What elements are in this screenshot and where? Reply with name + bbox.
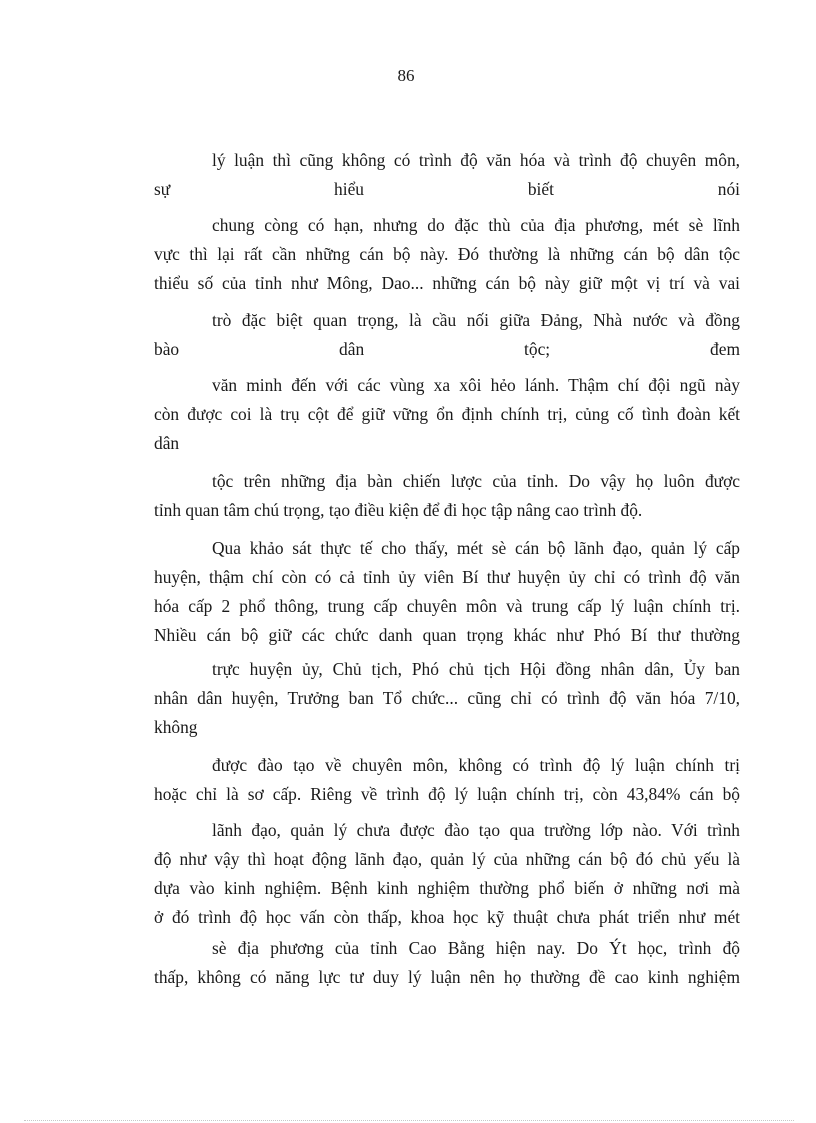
paragraph xyxy=(154,371,740,458)
paragraph xyxy=(154,934,740,992)
text-line: Qua khảo sát thực tế cho thấy, mét sè cán bộ lãnh đạo, quản lý cấp xyxy=(212,538,740,558)
text-line: ở đó trình độ học vấn còn thấp, khoa học kỹ thuật chưa phát triển như mét xyxy=(154,907,740,927)
text-line: độ như vậy thì hoạt động lãnh đạo, quản lý của những cán bộ đó chủ yếu là xyxy=(154,849,740,869)
text-line: được đào tạo về chuyên môn, không có trình độ lý luận chính trị xyxy=(212,755,740,775)
text-line: tộc trên những địa bàn chiến lược của tỉnh. Do vậy họ luôn được xyxy=(212,471,740,491)
text-line: trực huyện ủy, Chủ tịch, Phó chủ tịch Hội đồng nhân dân, Ủy ban xyxy=(212,659,740,679)
text-line: huyện, thậm chí còn có cả tỉnh ủy viên Bí thư huyện ủy chỉ có trình độ văn xyxy=(154,567,740,587)
paragraph xyxy=(154,655,740,742)
text-line: hóa cấp 2 phổ thông, trung cấp chuyên môn và trung cấp lý luận chính trị. xyxy=(154,596,740,616)
text-line: tỉnh quan tâm chú trọng, tạo điều kiện để đi học tập nâng cao trình độ. xyxy=(154,500,643,520)
paragraph xyxy=(154,467,740,525)
text-line: chung còng có hạn, nhưng do đặc thù của địa phương, mét sè lĩnh xyxy=(212,215,740,235)
text-line: nhân dân huyện, Trưởng ban Tổ chức... cũng chỉ có trình độ văn hóa 7/10, xyxy=(154,688,740,708)
page-bottom-rule xyxy=(24,1120,794,1121)
text-line: trò đặc biệt quan trọng, là cầu nối giữa Đảng, Nhà nước và đồng xyxy=(212,310,740,330)
text-line: thiểu số của tỉnh như Mông, Dao... những cán bộ này giữ một vị trí và vai xyxy=(154,273,740,293)
paragraph xyxy=(154,751,740,809)
text-line: sự hiểu biết nói xyxy=(154,179,740,199)
paragraph xyxy=(154,306,740,364)
text-line: vực thì lại rất cần những cán bộ này. Đó thường là những cán bộ dân tộc xyxy=(154,244,740,264)
text-line: văn minh đến với các vùng xa xôi hẻo lánh. Thậm chí đội ngũ này xyxy=(212,375,740,395)
text-line: hoặc chỉ là sơ cấp. Riêng về trình độ lý luận chính trị, còn 43,84% cán bộ xyxy=(154,784,740,804)
text-line: lý luận thì cũng không có trình độ văn hóa và trình độ chuyên môn, xyxy=(212,150,740,170)
paragraph xyxy=(154,211,740,298)
text-line: thấp, không có năng lực tư duy lý luận nên họ thường đề cao kinh nghiệm xyxy=(154,967,740,987)
text-line: Nhiều cán bộ giữ các chức danh quan trọng khác như Phó Bí thư thường xyxy=(154,625,740,645)
text-line: dựa vào kinh nghiệm. Bệnh kinh nghiệm thường phổ biến ở những nơi mà xyxy=(154,878,740,898)
text-line: không xyxy=(154,717,198,737)
paragraph xyxy=(154,146,740,204)
text-line: dân xyxy=(154,433,180,453)
page-number: 86 xyxy=(397,66,415,85)
text-line: sè địa phương của tỉnh Cao Bằng hiện nay. Do Ýt học, trình độ xyxy=(212,938,740,958)
text-line: bào dân tộc; đem xyxy=(154,339,740,359)
paragraph xyxy=(154,816,740,932)
paragraph xyxy=(154,534,740,650)
body-text xyxy=(154,0,740,1123)
text-line: còn được coi là trụ cột để giữ vững ổn định chính trị, củng cố tình đoàn kết xyxy=(154,404,740,424)
text-line: lãnh đạo, quản lý chưa được đào tạo qua trường lớp nào. Với trình xyxy=(212,820,740,840)
